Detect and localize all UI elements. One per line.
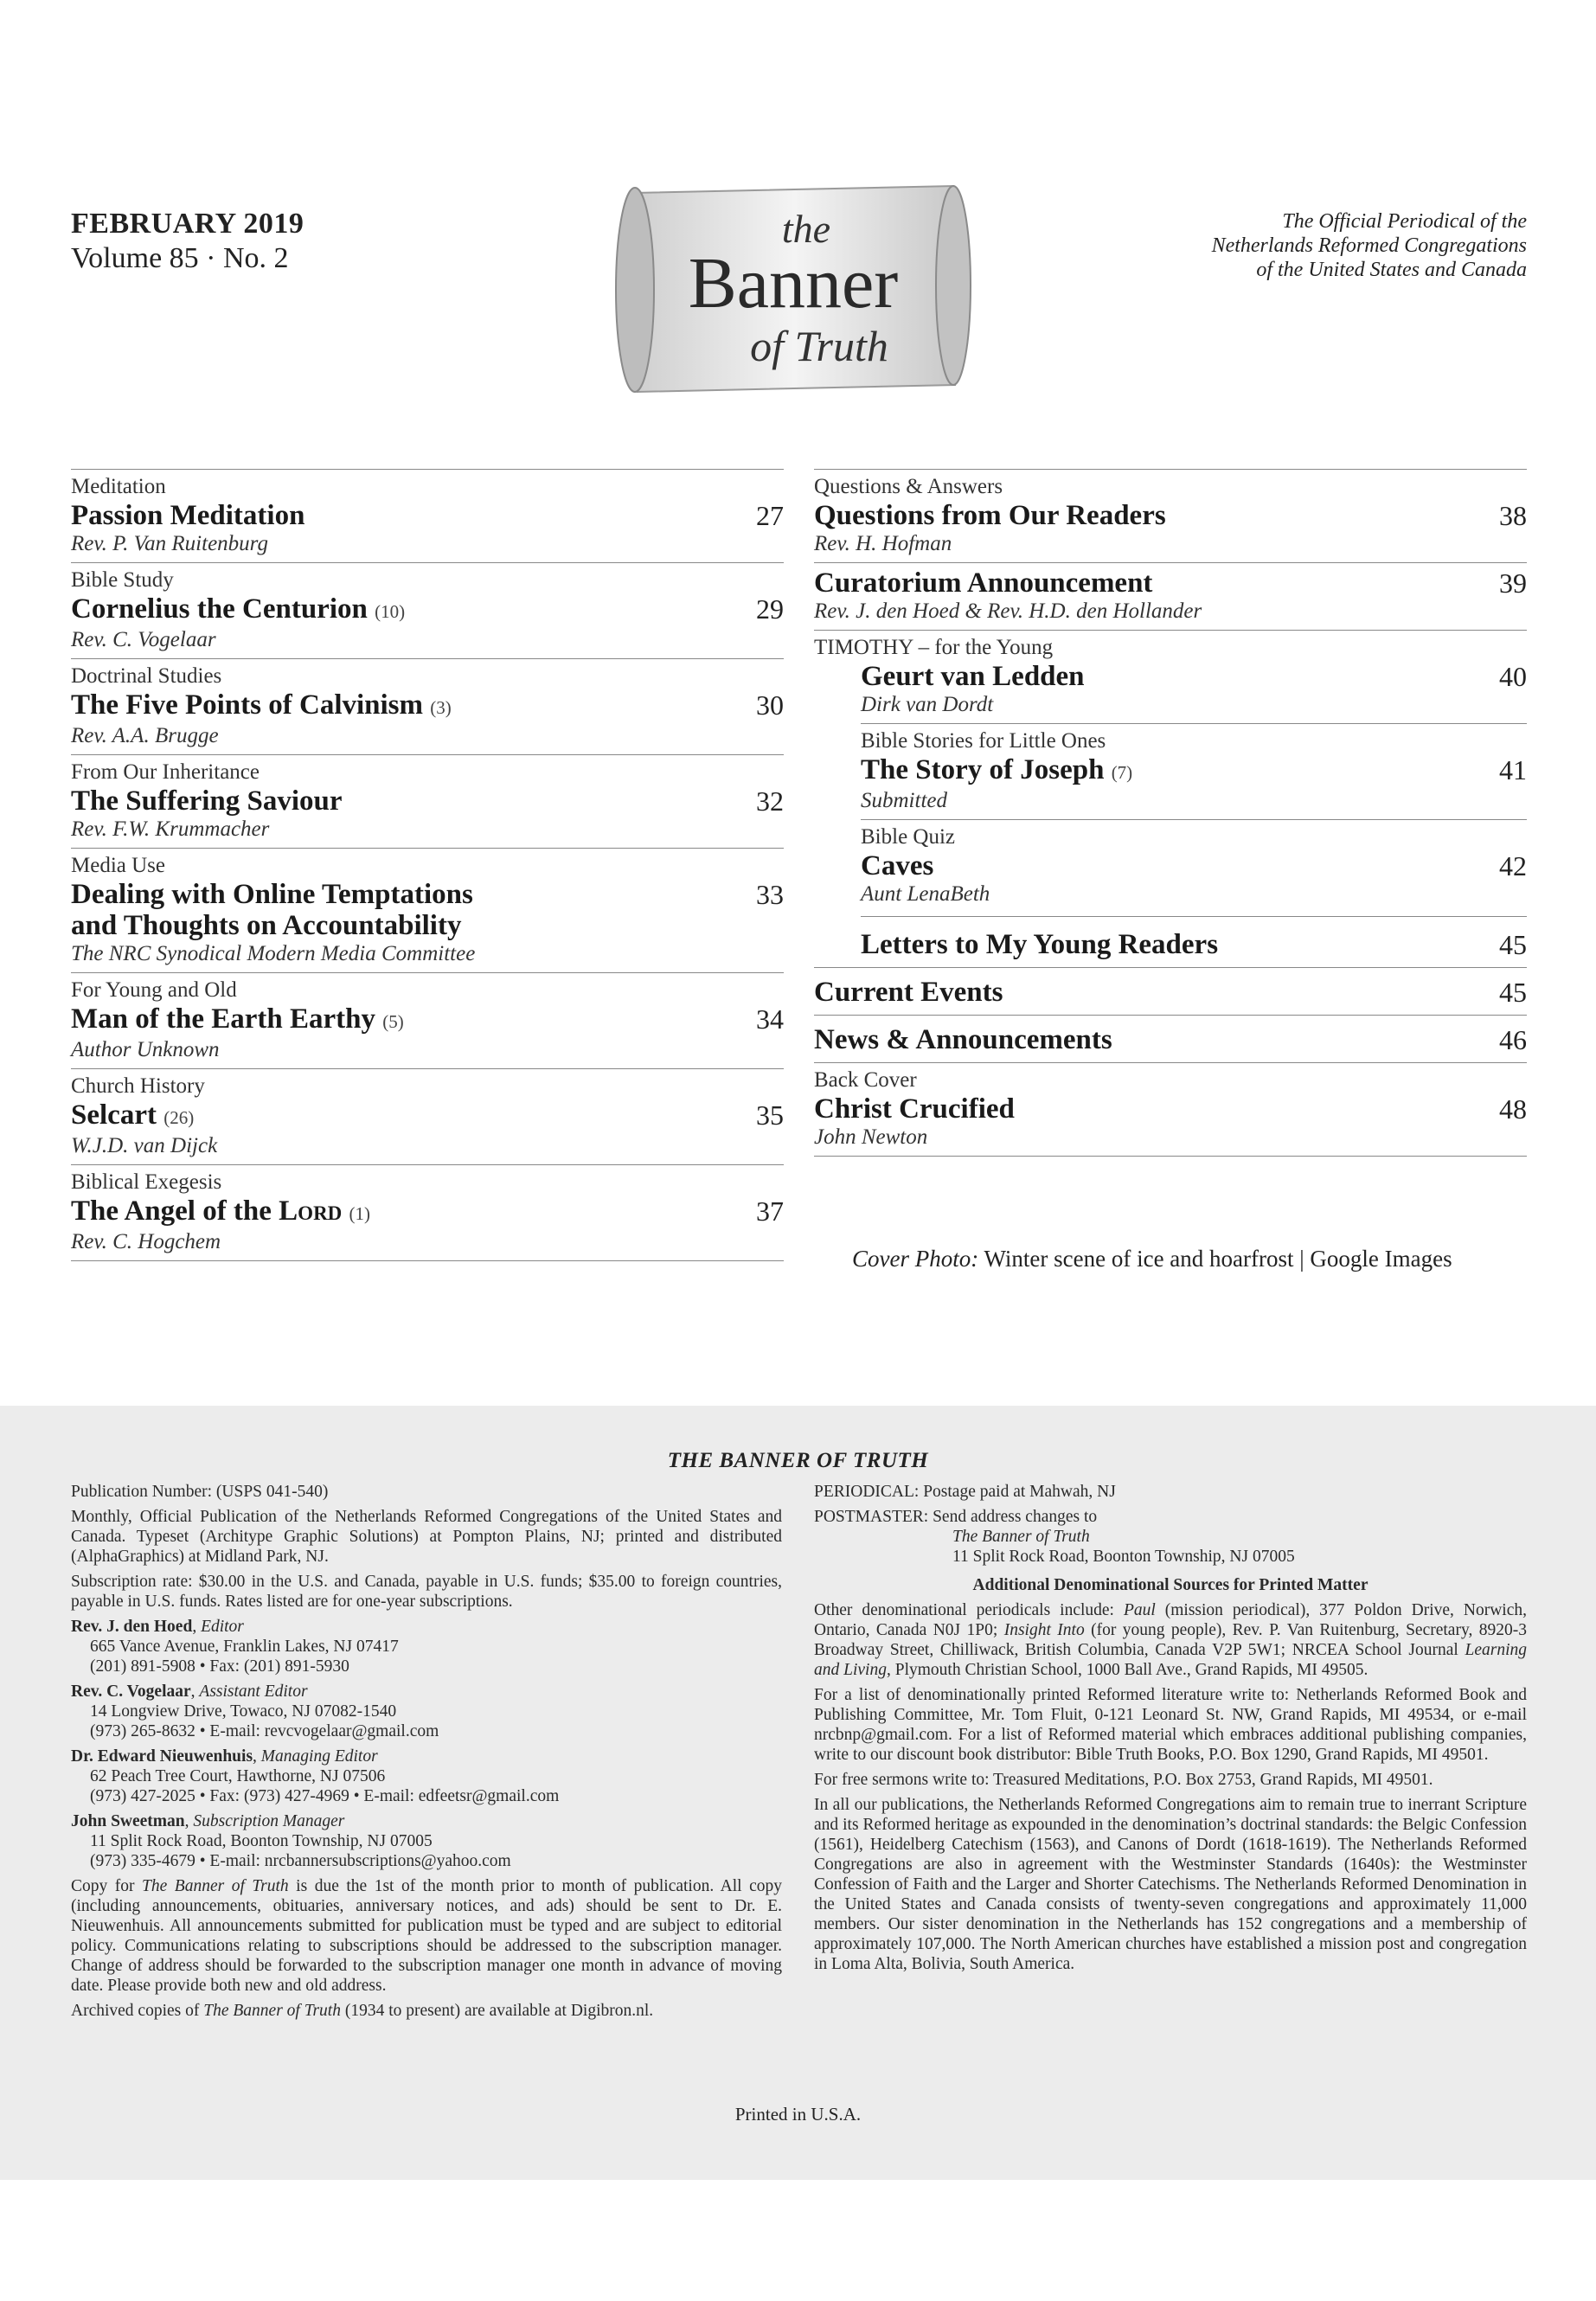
issue-date: FEBRUARY 2019	[71, 208, 304, 240]
page-number: 34	[756, 1003, 784, 1035]
toc-entry[interactable]: Biblical Exegesis The Angel of the Lord (1) 37 Rev. C. Hogchem	[71, 1164, 784, 1261]
page-number: 45	[1499, 977, 1527, 1008]
page-number: 35	[756, 1099, 784, 1131]
banner-of-truth-logo	[599, 177, 988, 407]
toc-entry[interactable]: Letters to My Young Readers 45	[861, 916, 1527, 967]
toc-entry[interactable]: Current Events 45	[814, 967, 1527, 1015]
staff-entry: Rev. J. den Hoed, Editor 665 Vance Avenue, Franklin Lakes, NJ 07417 (201) 891-5908 • Fax: (201) 891-5930	[71, 1618, 399, 1676]
page-number: 39	[1499, 567, 1527, 599]
toc-entry[interactable]: Church History Selcart (26) 35 W.J.D. van Dijck	[71, 1068, 784, 1164]
footer-left-column: Publication Number: (USPS 041-540) Monthly, Official Publication of the Netherlands Reformed Congregations of the United States and Canada. Typeset (Architype Graphic Solutions) at Pompton Plains, NJ; printed and distributed (AlphaGraphics) at Midland Park, NJ. Subscription rate: $30.00 in the U.S. and Canada, payable in U.S. funds; $35.00 to foreign countries, payable in U.S. funds. Rates listed are for one-year subscriptions. Rev. J. den Hoed, Editor 665 Vance Avenue, Franklin Lakes, NJ 07417 (201) 891-5908 • Fax: (201) 891-5930 Rev. C. Vogelaar, Assistant Editor 14 Longview Drive, Towaco, NJ 07082-1540 (973) 265-8632 • E-mail: revcvogelaar@gmail.com Dr. Edward Nieuwenhuis, Managing Editor 62 Peach Tree Court, Hawthorne, NJ 07506 (973) 427-2025 • Fax: (973) 427-4969 • E-mail: edfeetsr@gmail.com John Sweetman, Subscription Manager 11 Split Rock Road, Boonton Township, NJ 07005 (973) 335-4679 • E-mail: nrcbannersubscriptions@yahoo.com Copy for The Banner of Truth is due the 1st of the month prior to month of publication. All copy (including announcements, obituaries, anniversary notices, and ads) should be sent to Dr. E. Nieuwenhuis. All announcements submitted for publication must be typed and are subject to editorial policy. Communications relating to subscriptions should be addressed to the subscription manager. Change of address should be forwarded to the subscription manager one month in advance of moving date. Please provide both new and old address. Archived copies of The Banner of Truth (1934 to present) are available at Digibron.nl.	[71, 1483, 782, 2020]
page-number: 30	[756, 689, 784, 721]
page-number: 38	[1499, 500, 1527, 531]
staff-entry: Dr. Edward Nieuwenhuis, Managing Editor 62 Peach Tree Court, Hawthorne, NJ 07506 (973) 427-2025 • Fax: (973) 427-4969 • E-mail: edfeetsr@gmail.com	[71, 1747, 560, 1805]
toc-entry[interactable]: Doctrinal Studies The Five Points of Calvinism (3) 30 Rev. A.A. Brugge	[71, 658, 784, 754]
printed-in: Printed in U.S.A.	[734, 2104, 862, 2125]
page-number: 45	[1499, 929, 1527, 960]
page-number: 46	[1499, 1024, 1527, 1055]
toc-entry[interactable]: Meditation Passion Meditation 27 Rev. P. Van Ruitenburg	[71, 469, 784, 562]
toc-entry[interactable]: Bible Study Cornelius the Centurion (10) 29 Rev. C. Vogelaar	[71, 562, 784, 658]
toc-entry[interactable]: Curatorium Announcement 39 Rev. J. den Hoed & Rev. H.D. den Hollander	[814, 562, 1527, 630]
page-number: 27	[756, 500, 784, 531]
staff-entry: John Sweetman, Subscription Manager 11 Split Rock Road, Boonton Township, NJ 07005 (973) 335-4679 • E-mail: nrcbannersubscriptions@yahoo.com	[71, 1812, 511, 1870]
issue-volume: Volume 85 · No. 2	[71, 242, 289, 274]
additional-sources-heading: Additional Denominational Sources for Printed Matter	[972, 1576, 1368, 1594]
staff-entry: Rev. C. Vogelaar, Assistant Editor 14 Longview Drive, Towaco, NJ 07082-1540 (973) 265-8632 • E-mail: revcvogelaar@gmail.com	[71, 1682, 439, 1740]
toc-entry[interactable]: From Our Inheritance The Suffering Saviour 32 Rev. F.W. Krummacher	[71, 754, 784, 848]
tagline: The Official Periodical of the Netherlands Reformed Congregations of the United States and Canada	[1211, 210, 1527, 281]
toc-entry[interactable]: Bible Quiz Caves 42 Aunt LenaBeth	[861, 819, 1527, 916]
svg-text:the: the	[781, 207, 831, 251]
page-number: 42	[1499, 850, 1527, 881]
svg-text:of Truth: of Truth	[750, 322, 888, 370]
cover-photo-credit: Cover Photo: Winter scene of ice and hoarfrost | Google Images	[852, 1246, 1452, 1272]
footer-right-column: PERIODICAL: Postage paid at Mahwah, NJ POSTMASTER: Send address changes to The Banner of Truth 11 Split Rock Road, Boonton Township, NJ 07005 Additional Denominational Sources for Printed Matter Other denominational periodicals include: Paul (mission periodical), 377 Poldon Drive, Norwich, Ontario, Canada N0J 1P0; Insight Into (for young people), Rev. P. Van Ruitenburg, Secretary, 8920-3 Broadway Street, Chilliwack, British Columbia, Canada V2P 5W1; NRCEA School Journal Learning and Living, Plymouth Christian School, 1000 Ball Ave., Grand Rapids, MI 49505. For a list of denominationally printed Reformed literature write to: Netherlands Reformed Book and Publishing Committee, Mr. Tom Fluit, 0-121 Leonard St. NW, Grand Rapids, MI 49534, or e-mail nrcbnp@gmail.com. For a list of Reformed material which embraces additional publishing companies, write to our discount book distributor: Bible Truth Books, P.O. Box 1290, Grand Rapids, MI 49501. For free sermons write to: Treasured Meditations, P.O. Box 2753, Grand Rapids, MI 49501. In all our publications, the Netherlands Reformed Congregations aim to remain true to inerrant Scripture and its Reformed heritage as expounded in the denomination’s doctrinal standards: the Belgic Confession (1561), Heidelberg Catechism (1563), and Canons of Dordt (1618-1619). The Netherlands Reformed Congregations are also in agreement with the Westminster Standards (1640s): the Westminster Confession of Faith and the Larger and Shorter Catechisms. The Netherlands Reformed Denomination in the United States and Canada consists of twenty-seven congregations and approximately 11,000 members. Our sister denomination in the Netherlands has 152 congregations and a membership of approximately 107,000. The North American churches have established a mission post and congregation in Loma Alta, Bolivia, South America.	[814, 1483, 1527, 1973]
page-number: 32	[756, 785, 784, 817]
footer-title: THE BANNER OF TRUTH	[667, 1449, 929, 1472]
toc-entry[interactable]: Bible Stories for Little Ones The Story of Joseph (7) 41 Submitted	[861, 723, 1527, 819]
page-number: 29	[756, 593, 784, 625]
toc-entry[interactable]: Back Cover Christ Crucified 48 John Newton	[814, 1062, 1527, 1157]
toc-entry[interactable]: Media Use Dealing with Online Temptations and Thoughts on Accountability 33 The NRC Synodical Modern Media Committee	[71, 848, 784, 972]
page-number: 33	[756, 879, 784, 910]
toc-entry[interactable]: For Young and Old Man of the Earth Earthy (5) 34 Author Unknown	[71, 972, 784, 1068]
page-number: 37	[756, 1195, 784, 1227]
page-number: 48	[1499, 1093, 1527, 1125]
svg-text:Banner: Banner	[688, 243, 899, 324]
toc-entry[interactable]: Questions & Answers Questions from Our Readers 38 Rev. H. Hofman	[814, 469, 1527, 562]
page-number: 40	[1499, 661, 1527, 692]
toc-right-column	[814, 469, 1527, 1157]
toc-section-header: TIMOTHY – for the Young	[814, 630, 1527, 661]
toc-left-column	[71, 469, 784, 1261]
toc-entry[interactable]: News & Announcements 46	[814, 1015, 1527, 1062]
toc-entry[interactable]: Geurt van Ledden 40 Dirk van Dordt	[861, 661, 1527, 716]
masthead-footer	[0, 1406, 1596, 2180]
page-number: 41	[1499, 754, 1527, 785]
